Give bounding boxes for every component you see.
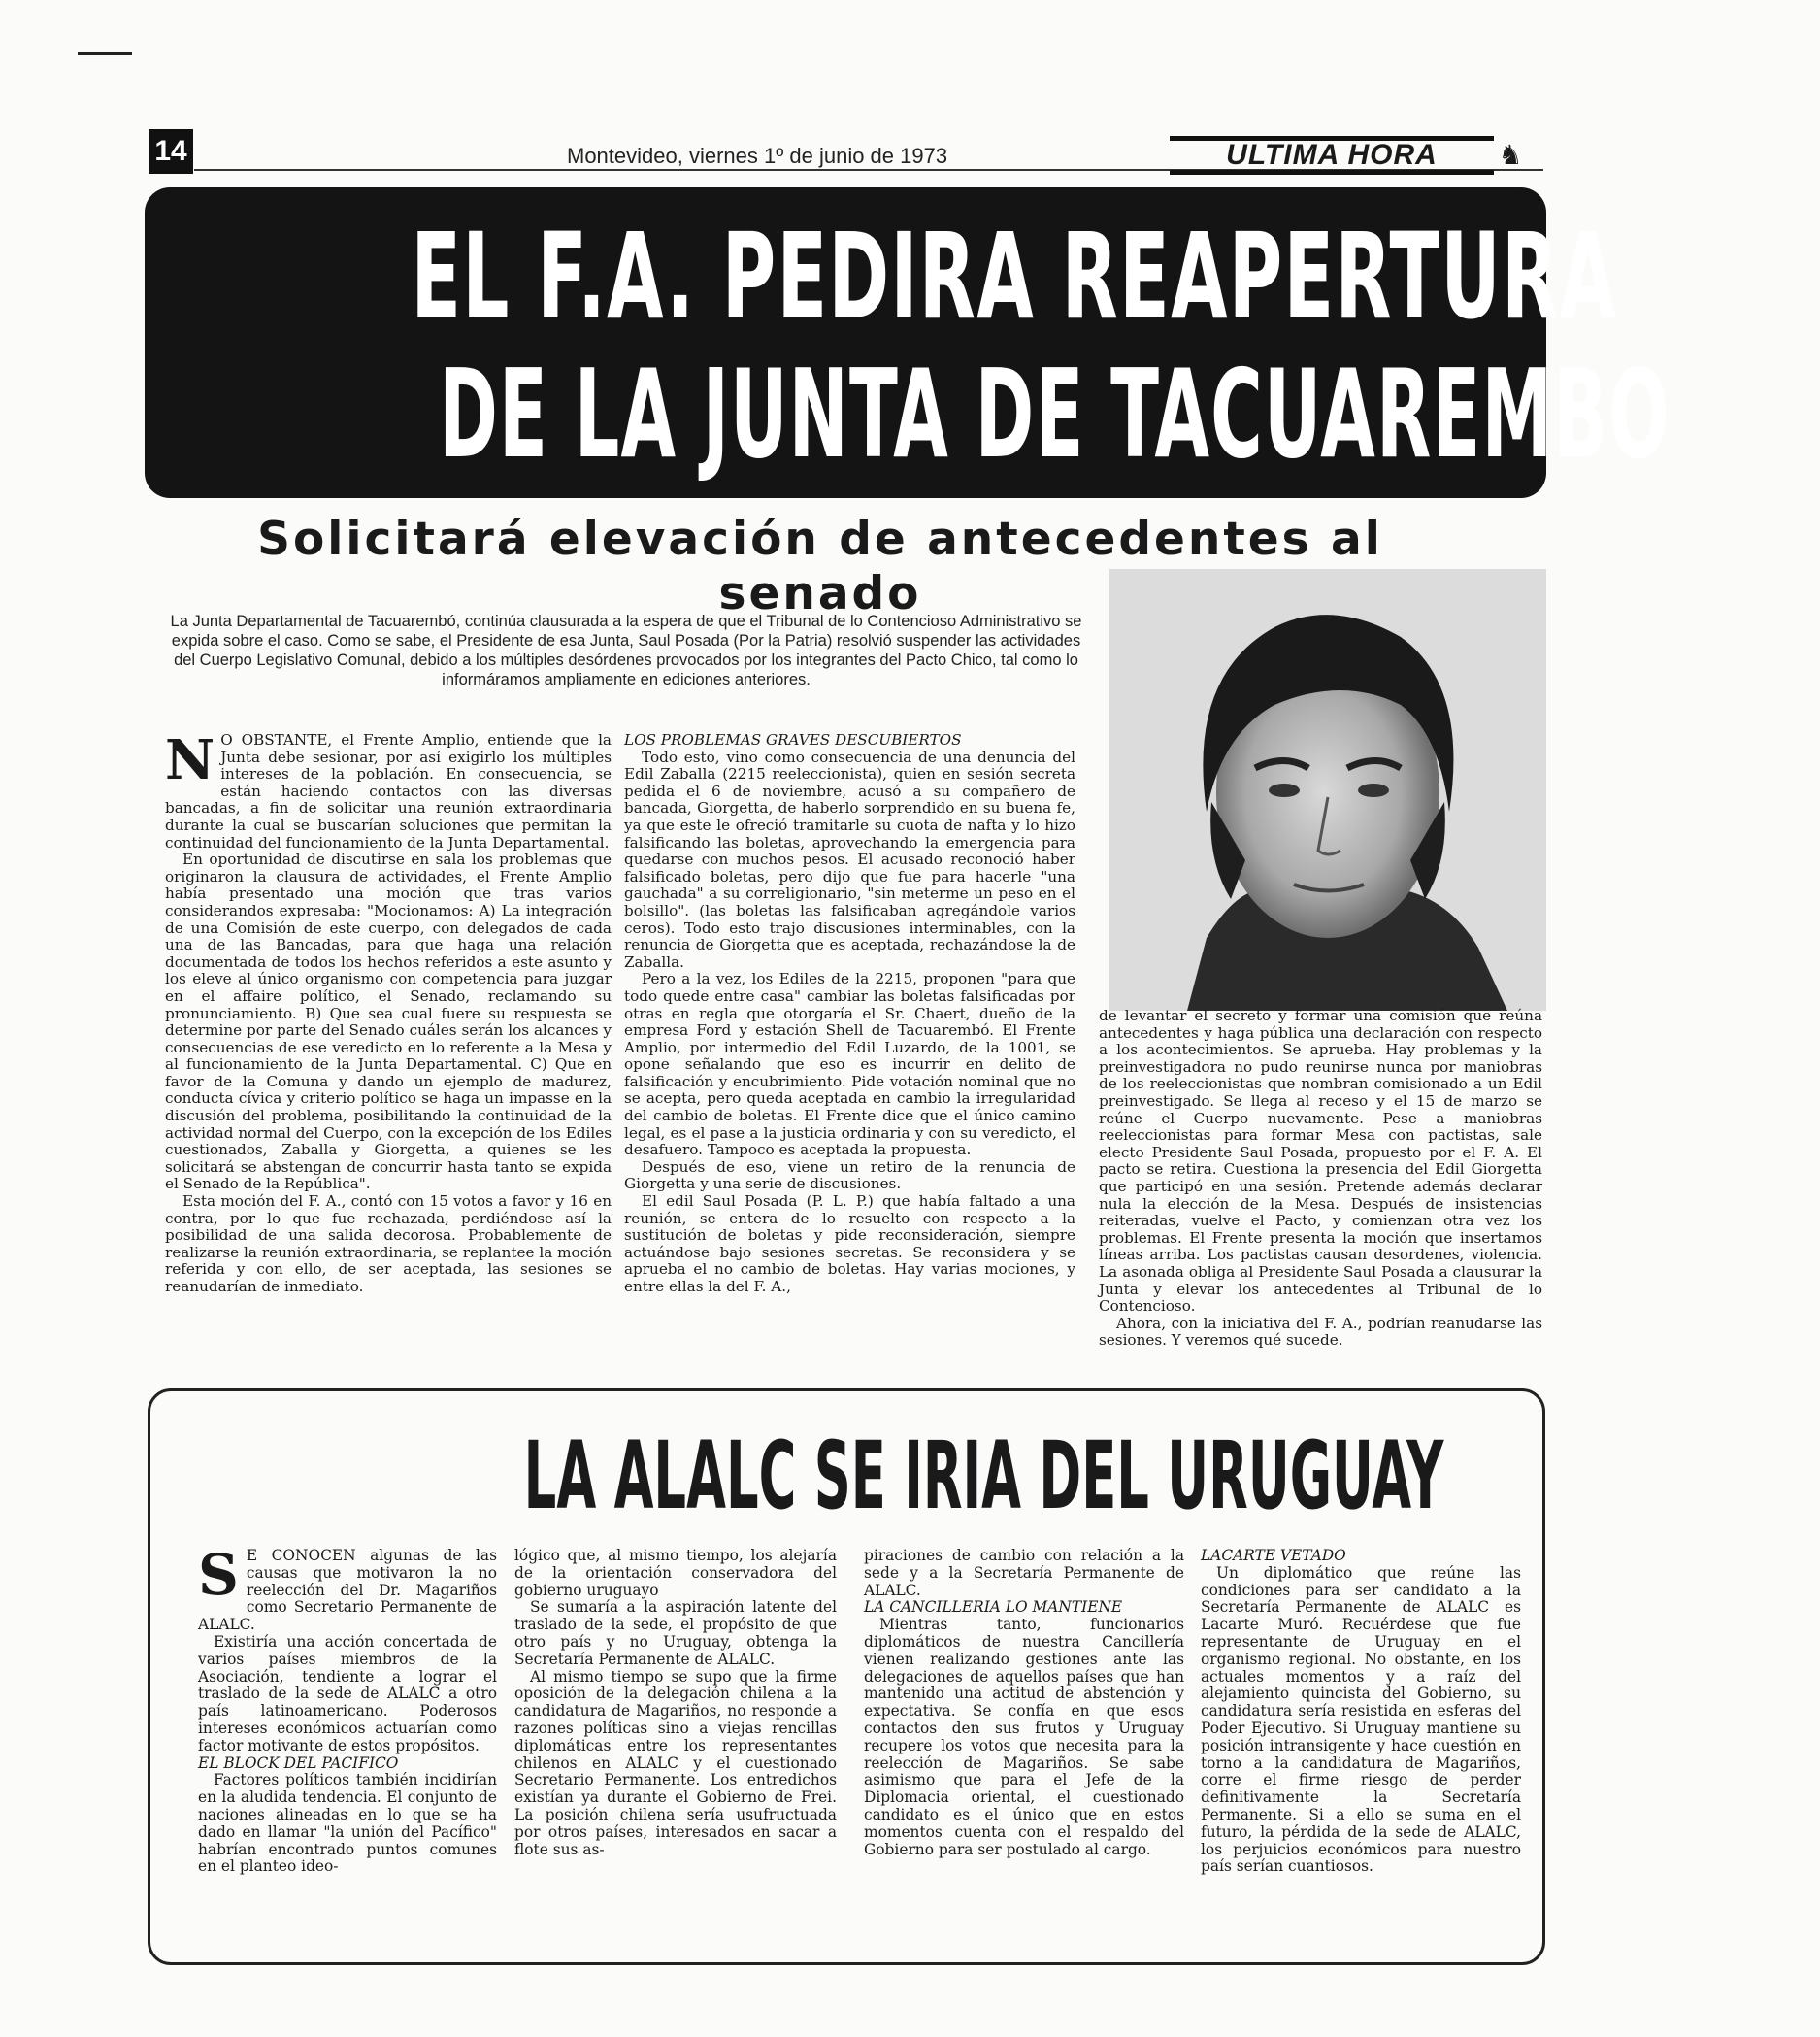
article2-headline <box>148 1421 1545 1530</box>
paragraph: Después de eso, viene un retiro de la renuncia de Giorgetta y una serie de discusiones. <box>624 1157 1075 1193</box>
paragraph: Todo esto, vino como consecuencia de una denuncia del Edil Zaballa (2215 reeleccionista), quien en sesión secreta pedida el 6 de noviembre, acusó a su compañero de bancada, Giorgetta, de haberlo sorprendido en su buena fe, ya que este le ofreció tramitarle su cuota de nafta y lo hizo falsificando las boletas, aprovechando la emergencia para quedarse con muchos pesos. El acusado reconoció haber falsificado boletas, pero dijo que fue para hacerle "una gauchada" a su correligionario, "sin meterme un peso en el bolsillo". (las boletas las falsificaban agregándole varios ceros). Todo esto trajo discusiones interminables, con la renuncia de Giorgetta que es aceptada, rechazándose la de Zaballa. <box>624 748 1075 971</box>
dateline: Montevideo, viernes 1º de junio de 1973 <box>567 144 948 168</box>
paragraph: Mientras tanto, funcionarios diplomáticos de nuestra Cancillería vienen realizando gestiones ante las delegaciones de aquellos países que han mantenido una actitud de abstención y expectativa. Se confía en que esos contactos den sus frutos y Uruguay recupere los votos que necesita para la reelección de Magariños. Se sabe asimismo que para el Jefe de la Diplomacia oriental, el cuestionado candidato es el único que en estos momentos cuenta con el respaldo del Gobierno para ser postulado al cargo. <box>864 1616 1184 1858</box>
headline-line-1: EL F.A. PEDIRA REAPERTURA <box>411 208 1618 346</box>
headline-banner <box>145 187 1671 498</box>
section-subheading: LOS PROBLEMAS GRAVES DESCUBIERTOS <box>624 731 962 749</box>
masthead-emblem-icon: ♞ <box>1498 139 1523 171</box>
paragraph: Ahora, con la iniciativa del F. A., podrían reanudarse las sesiones. Y veremos qué sucede. <box>1099 1314 1542 1350</box>
section-subheading: LACARTE VETADO <box>1201 1547 1346 1564</box>
headline-line-2: DE LA JUNTA DE TACUAREMBO <box>439 343 1671 485</box>
article2-headline-text: LA ALALC SE IRIA DEL URUGUAY <box>523 1421 1444 1530</box>
paragraph: de levantar el secreto y formar una comisión que reúna antecedentes y haga pública una declaración con respecto a los acontecimientos. Se aprueba. Hay problemas y la preinvestigadora no pudo reunirse nunca por maniobras de los reeleccionistas que nombran comisionado a un Edil preinvestigado. Se llega al receso y el 15 de marzo se reúne el Cuerpo nuevamente. Pese a maniobras reeleccionistas para formar Mesa con pactistas, sale electo Presidente Saul Posada, propuesto por el F. A. El pacto se retira. Cuestiona la presencia del Edil Giorgetta que participó en una sesión. Pretende además declarar nula la elección de la Mesa. Después de insistencias reiteradas, vuelve el Pacto, y comienzan otra vez los problemas. El Frente presenta la moción que insertamos líneas arriba. Los pactistas causan desordenes, violencia. La asonada obliga al Presidente Saul Posada a clausurar la Junta y elevar los antecedentes al Tribunal de lo Contencioso. <box>1099 1007 1542 1316</box>
page-number: 14 <box>149 129 193 174</box>
article1-column-3 <box>1099 1008 1542 1385</box>
subheadline: Solicitará elevación de antecedentes al senado <box>257 513 1383 620</box>
dropcap-letter: N <box>165 728 215 792</box>
paragraph: El edil Saul Posada (P. L. P.) que había faltado a una reunión, se entera de lo resuelto con respecto a la sustitución de boletas y pide reconsideración, siempre actuándose bajo sesiones secretas. Se reconsidera y se aprueba el no cambio de boletas. Hay varias mociones, y entre ellas la del F. A., <box>624 1192 1075 1295</box>
corner-dash <box>78 52 132 55</box>
section-subheading: LA CANCILLERIA LO MANTIENE <box>864 1598 1123 1617</box>
paragraph: Al mismo tiempo se supo que la firme oposición de la delegación chilena a la candidatura de Magariños, no responde a razones políticas sino a viejas rencillas diplomáticas entre los representantes chilenos en ALALC y el cuestionado Secretario Permanente. Los entredichos existían ya durante el Gobierno de Frei. La posición chilena sería usufructuada por otros países, interesados en sacar a flote sus as- <box>514 1667 837 1858</box>
masthead-logo: ULTIMA HORA <box>1170 136 1494 175</box>
article2-column-2 <box>514 1548 837 1936</box>
paragraph: lógico que, al mismo tiempo, los alejaría de la orientación conservadora del gobierno uruguayo <box>514 1547 837 1599</box>
paragraph: Esta moción del F. A., contó con 15 votos a favor y 16 en contra, por lo que fue rechazada, perdiéndose así la posibilidad de una salida decorosa. Probablemente de realizarse la reunión extraordinaria, se replantee la moción referida y con ello, de ser aceptada, las sesiones se reanudarían de inmediato. <box>165 1192 612 1295</box>
paragraph: En oportunidad de discutirse en sala los problemas que originaron la clausura de actividades, el Frente Amplio había presentado una moción que tras varios considerandos expresaba: "Mocionamos: A) La integración de una Comisión de este cuerpo, con delegados de cada una de las Bancadas, para que haga una relación documentada de todos los hechos referidos a este asunto y los eleve al único organismo con competencia para juzgar en el affaire político, el Senado, reclamando su pronunciamiento. B) Que sea cual fuere su respuesta se determine por parte del Senado cuáles serán los alcances y consecuencias de ese veredicto en lo referente a la Mesa y al funcionamiento de la Junta Departamental. C) Que en favor de la Comuna y dando un ejemplo de madurez, conducta cívica y criterio político se haga un impasse en la discusión del problema, posibilitando la continuidad de la actividad normal del Cuerpo, con la excepción de los Ediles cuestionados, Zaballa y Giorgetta, a quienes se les solicitará se abstengan de concurrir hasta tanto se expida el Senado de la República". <box>165 851 612 1193</box>
paragraph: Se sumaría a la aspiración latente del traslado de la sede, el propósito de que otro país y no Uruguay, obtenga la Secretaría Permanente de ALALC. <box>514 1598 837 1668</box>
article1-column-2 <box>624 732 1075 1385</box>
paragraph: piraciones de cambio con relación a la sede y a la Secretaría Permanente de ALALC. <box>864 1547 1184 1599</box>
article2-column-4 <box>1201 1548 1521 1936</box>
article1-column-1 <box>165 728 612 1385</box>
portrait-photo <box>1109 569 1546 1011</box>
paragraph: O OBSTANTE, el Frente Amplio, entiende que la Junta debe sesionar, por así exigirlo los múltiples intereses de la población. En consecuencia, se están haciendo contactos con las diversas bancadas, a fin de solicitar una reunión extraordinaria durante la cual se buscarían soluciones que permitan la continuidad del funcionamiento de la Junta Departamental. <box>165 731 612 852</box>
paragraph: Pero a la vez, los Ediles de la 2215, proponen "para que todo quede entre casa" cambiar las boletas falsificadas por otras en regla que otorgaría el Sr. Chaert, dueño de la empresa Ford y estación Shell de Tacuarembó. El Frente Amplio, por intermedio del Edil Luzardo, de la 1001, se opone señalando que eso es incurrir en delito de falsificación y encubrimiento. Pide votación nominal que no se acepta, pero queda aceptada en cambio la irregularidad del cambio de boletas. El Frente dice que el único camino legal, es el pase a la justicia ordinaria y con su veredicto, el desafuero. Tampoco es aceptada la propuesta. <box>624 970 1075 1159</box>
intro-paragraph: La Junta Departamental de Tacuarembó, continúa clausurada a la espera de que el Tribunal de lo Contencioso Administrativo se expida sobre el caso. Como se sabe, el Presidente de esa Junta, Saul Posada (Por la Patria) resolvió suspender las actividades del Cuerpo Legislativo Comunal, debido a los múltiples desórdenes provocados por los integrantes del Pacto Chico, tal como lo informáramos ampliamente en ediciones anteriores. <box>170 613 1082 688</box>
paragraph: E CONOCEN algunas de las causas que motivaron la no reelección del Dr. Magariños como Secretario Permanente de ALALC. <box>198 1547 497 1634</box>
paragraph: Un diplomático que reúne las condiciones para ser candidato a la Secretaría Permanente de ALALC es Lacarte Muró. Recuérdese que fue representante de Uruguay en el organismo regional. No obstante, en los actuales momentos y a raíz del alejamiento quincista del Gobierno, su candidatura sería resistida en esferas del Poder Ejecutivo. Si Uruguay mantiene su posición intransigente y hace cuestión en torno a la candidatura de Magariños, corre el firme riesgo de perder definitivamente la Secretaría Permanente. Si a ello se suma en el futuro, la pérdida de la sede de ALALC, los perjuicios económicos para nuestro país serían cuantiosos. <box>1201 1563 1521 1876</box>
article2-column-3 <box>864 1548 1184 1936</box>
paragraph: Factores políticos también incidirían en la aludida tendencia. El conjunto de naciones alineadas en lo que se ha dado en llamar "la unión del Pacífico" habrían encontrado puntos comunes en el planteo ideo- <box>198 1771 497 1876</box>
dropcap-letter: S <box>198 1542 239 1608</box>
paragraph: Existiría una acción concertada de varios países miembros de la Asociación, tendiente a lograr el traslado de la sede de ALALC a otro país latinoamericano. Poderosos intereses económicos actuarían como factor motivante de estos propósitos. <box>198 1632 497 1754</box>
section-subheading: EL BLOCK DEL PACIFICO <box>198 1753 399 1772</box>
article2-column-1 <box>198 1542 497 1936</box>
